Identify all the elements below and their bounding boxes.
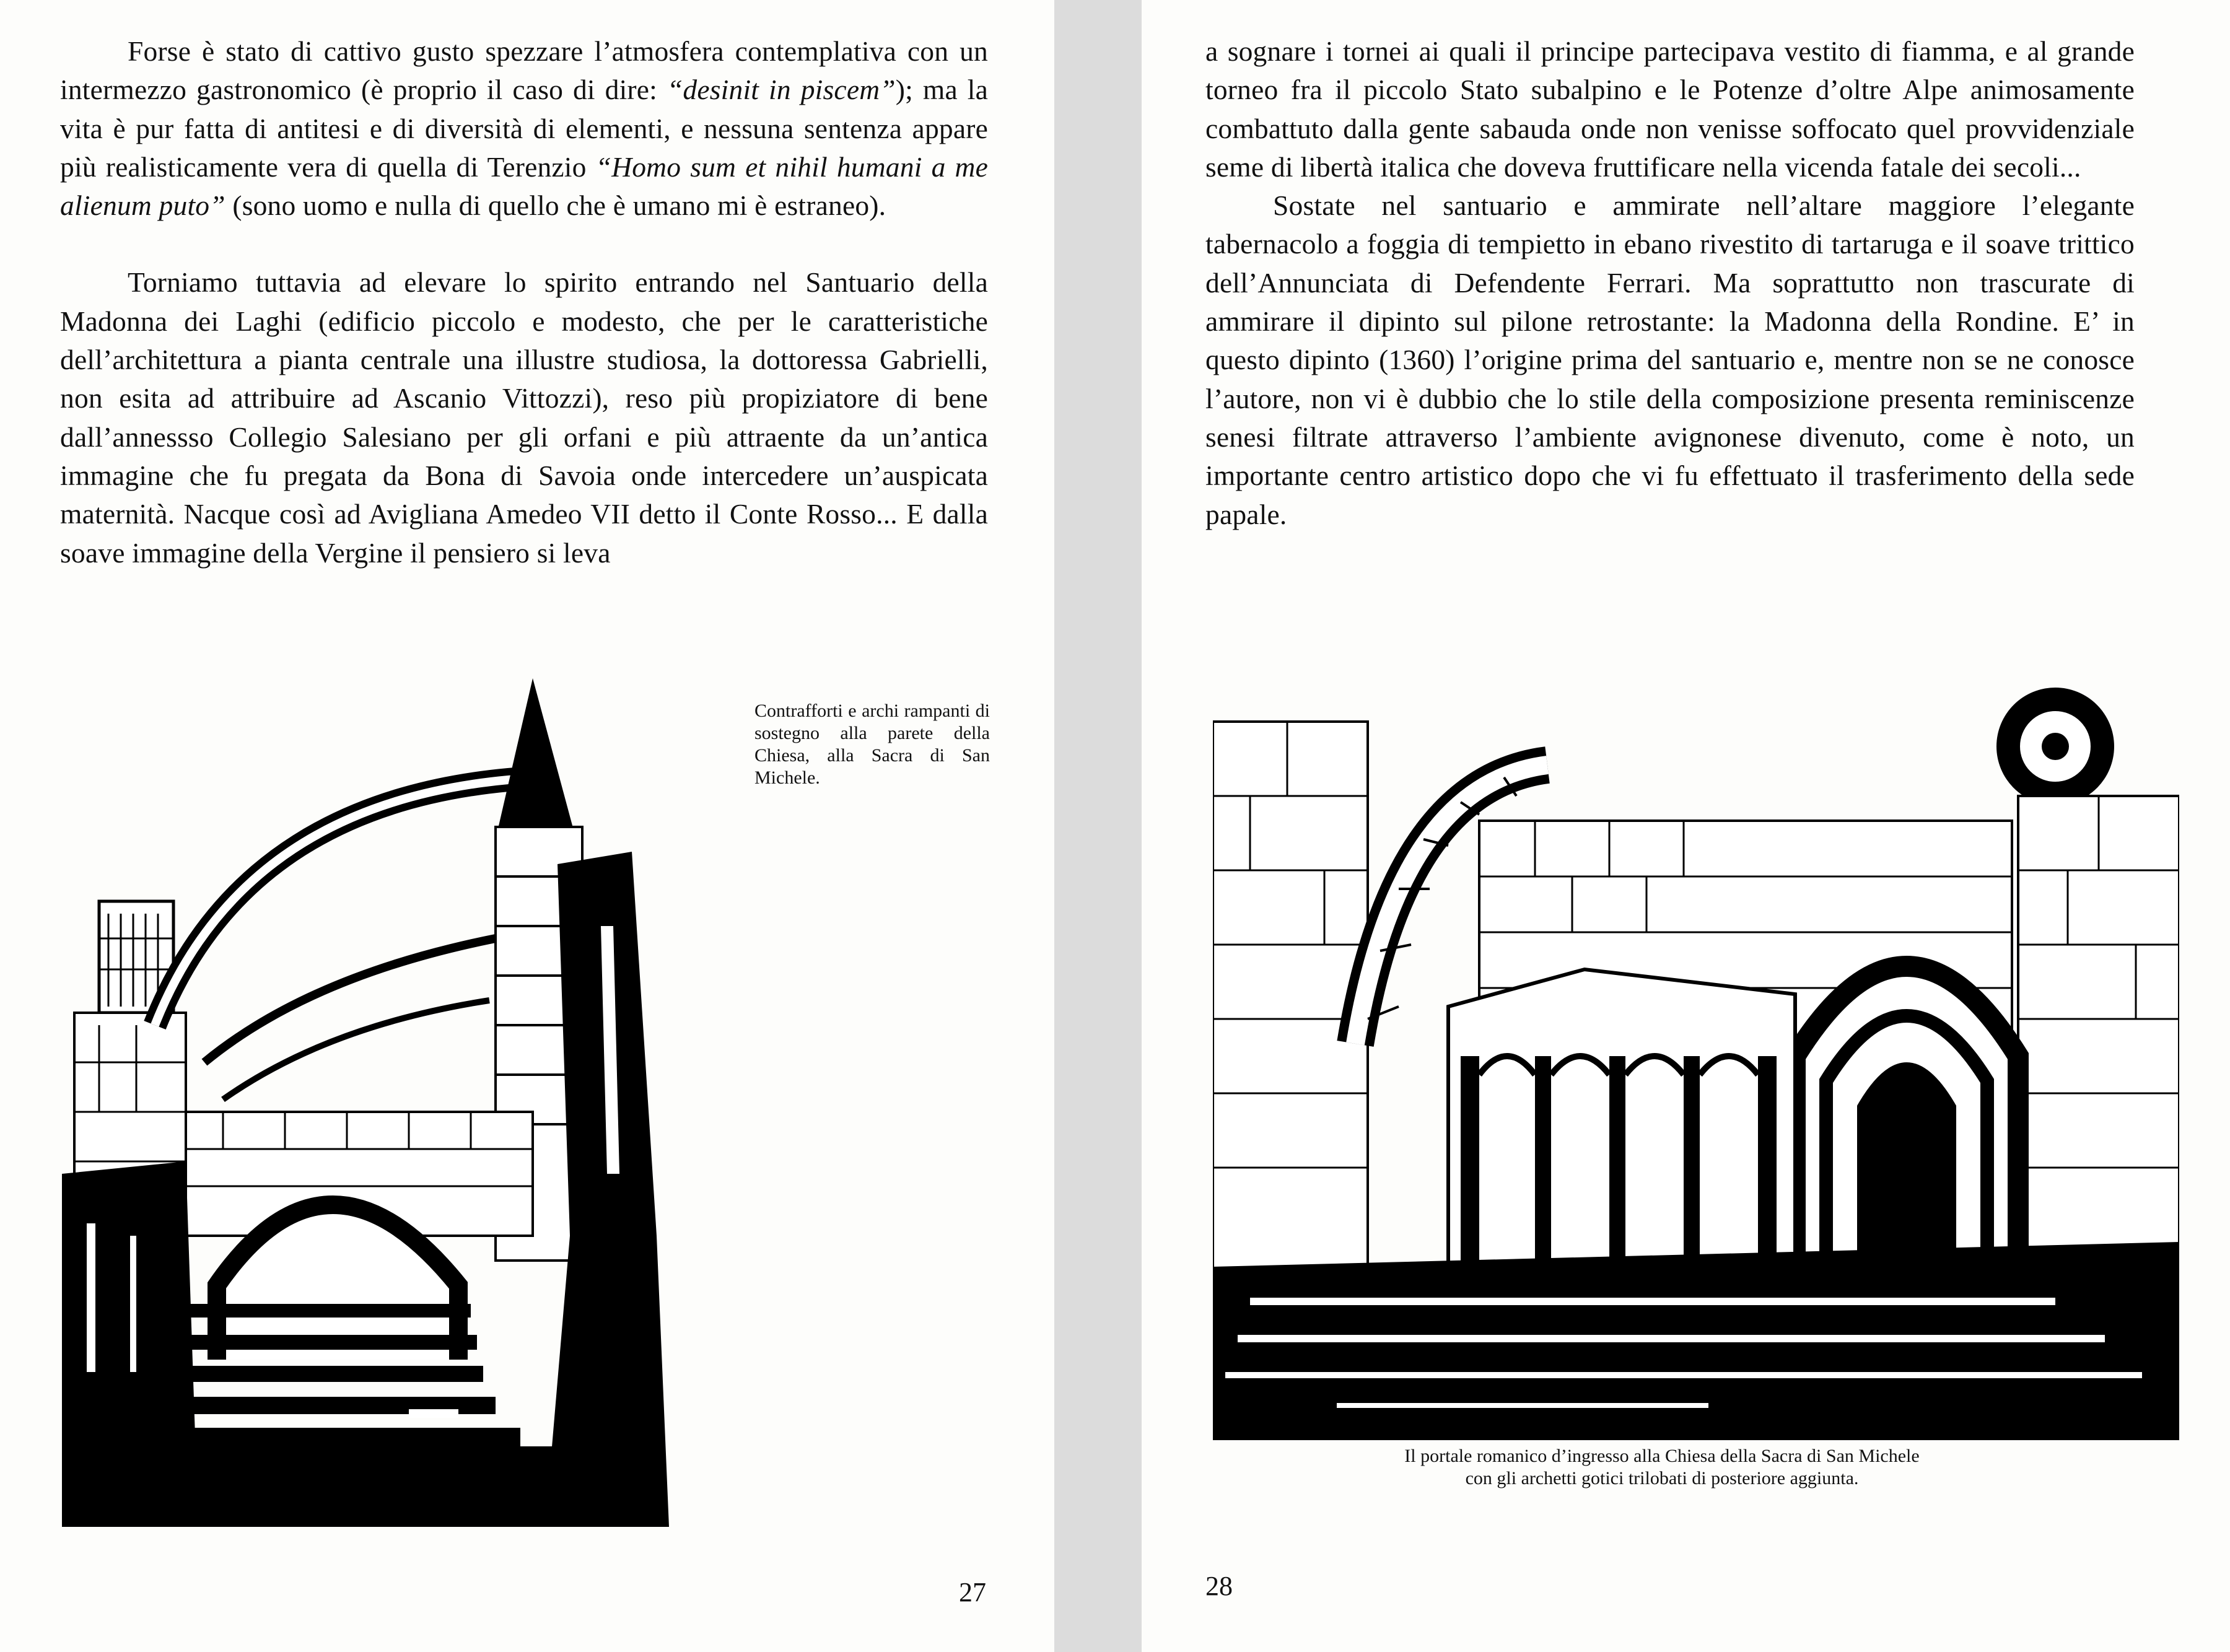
paragraph: Sostate nel santuario e ammirate nell’altare maggiore l’elegante tabernacolo a foggia di tempietto in ebano rivestito di tartaruga e il soave trittico dell’Annunciata di Defendente Ferrari. Ma soprattutto non trascurate di ammirare il dipinto sul pilone retrostante: la Madonna della Rondine. E’ in questo dipinto (1360) l’origine prima del santuario e, mentre non se ne conosce l’autore, non vi è dubbio che lo stile della composizione presenta reminiscenze senesi filtrate attraverso l’ambiente avignonese divenuto, come è noto, un importante centro artistico dopo che vi fu effettuato il trasferimento della sede papale. [1205, 190, 2135, 530]
portal-illustration [1213, 672, 2179, 1440]
italic-quote: “Homo sum et nihil humani a me alienum puto” [60, 151, 989, 222]
left-body-text [60, 32, 988, 572]
paragraph [60, 32, 988, 225]
paragraph: a sognare i tornei ai quali il principe partecipava vestito di fiamma, e al grande torneo fra il piccolo Stato subalpino e le Potenze d’oltre Alpe animosamente combattuto dalla gente sabauda onde non venisse soffocato quel provvidenziale seme di libertà italica che doveva fruttificare nella vicenda fatale dei secoli... [1205, 35, 2135, 183]
page-gutter [1054, 0, 1142, 1652]
figure-caption [1197, 1445, 2127, 1490]
italic-quote: “desinit in piscem” [667, 74, 896, 106]
text-run: Forse è stato di cattivo gusto spezzare l’atmosfera contemplativa con un intermezzo gastronomico (è proprio il caso di dire: [60, 35, 988, 106]
text-run: (sono uomo e nulla di quello che è umano mi è estraneo). [225, 190, 886, 222]
text-run: ); ma la vita è pur fatta di antitesi e di diversità di elementi, e nessuna sentenza appare più realisticamente vera di quella di Terenzio [60, 74, 988, 183]
caption-line: con gli archetti gotici trilobati di posteriore aggiunta. [1465, 1468, 1859, 1488]
right-page [1142, 0, 2230, 1652]
buttresses-illustration [62, 678, 688, 1527]
right-body-text [1205, 32, 2135, 534]
caption-line: Il portale romanico d’ingresso alla Chiesa della Sacra di San Michele [1404, 1446, 1920, 1466]
left-page [0, 0, 1054, 1652]
figure-caption: Contrafforti e archi rampanti di sostegno alla parete della Chiesa, alla Sacra di San Michele. [754, 701, 990, 788]
page-number: 28 [1205, 1571, 1233, 1601]
page-number: 27 [959, 1577, 986, 1607]
paragraph: Torniamo tuttavia ad elevare lo spirito entrando nel Santuario della Madonna dei Laghi (edificio piccolo e modesto, che per le caratteristiche dell’architettura a pianta centrale una illustre studiosa, la dottoressa Gabrielli, non esita ad attribuire ad Ascanio Vittozzi), reso più propiziatore di bene dall’annessso Collegio Salesiano per gli orfani e più attraente da un’antica immagine che fu pregata da Bona di Savoia onde intercedere un’auspicata maternità. Nacque così ad Avigliana Amedeo VII detto il Conte Rosso... E dalla soave immagine della Vergine il pensiero si leva [60, 266, 988, 569]
